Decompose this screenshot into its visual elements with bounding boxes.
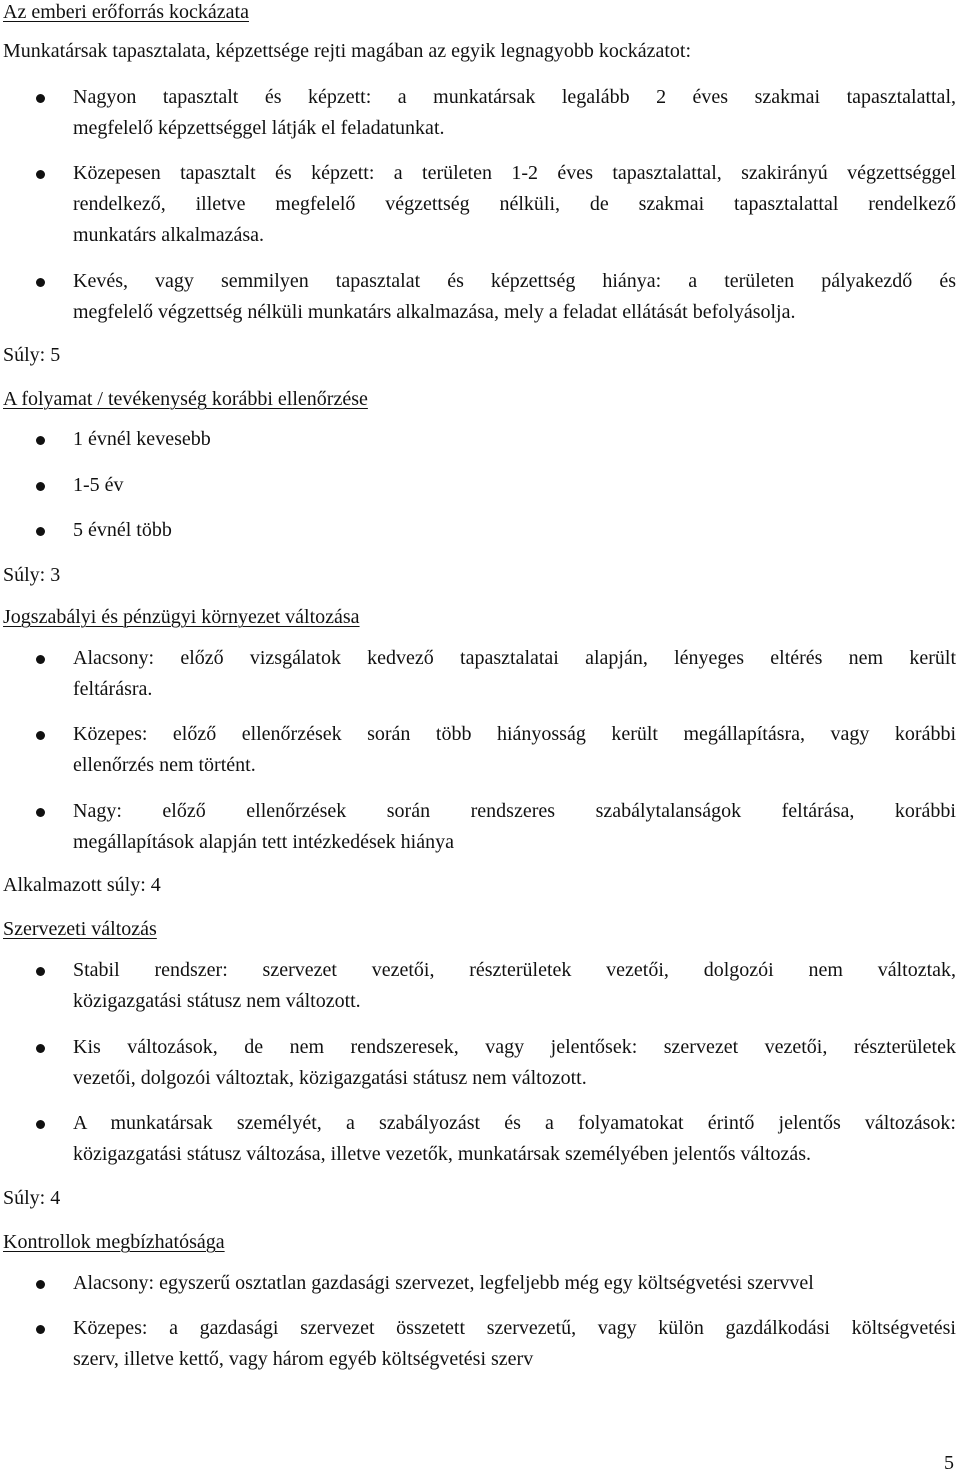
bullet-icon <box>36 967 45 976</box>
weight-label: Súly: 3 <box>3 564 61 586</box>
list-item-line: Közepes: előző ellenőrzések során több hiányosság került megállapításra, vagy korábbi <box>73 723 956 745</box>
list-item-line: A munkatársak személyét, a szabályozást és a folyamatokat érintő jelentős változások: <box>73 1112 956 1134</box>
weight-label: Súly: 4 <box>3 1187 61 1209</box>
list-item-line: Közepes: a gazdasági szervezet összetett szervezetű, vagy külön gazdálkodási költségvetési <box>73 1317 956 1339</box>
section-title-human-resources: Az emberi erőforrás kockázata <box>3 1 249 23</box>
bullet-icon <box>36 482 45 491</box>
bullet-icon <box>36 731 45 740</box>
bullet-icon <box>36 1325 45 1334</box>
list-item-line: munkatárs alkalmazása. <box>73 224 265 246</box>
list-item-line: megfelelő végzettség nélküli munkatárs alkalmazása, mely a feladat ellátását befolyásolja. <box>73 301 796 323</box>
list-item-line: Alacsony: előző vizsgálatok kedvező tapasztalatai alapján, lényeges eltérés nem került <box>73 647 956 669</box>
list-item-line: 1 évnél kevesebb <box>73 428 211 450</box>
bullet-icon <box>36 170 45 179</box>
list-item-line: Alacsony: egyszerű osztatlan gazdasági szervezet, legfeljebb még egy költségvetési szervvel <box>73 1272 814 1294</box>
bullet-icon <box>36 1044 45 1053</box>
section-title-legal-environment: Jogszabályi és pénzügyi környezet változása <box>3 606 360 628</box>
bullet-icon <box>36 436 45 445</box>
list-item-line: megfelelő képzettséggel látják el feladatunkat. <box>73 117 445 139</box>
bullet-icon <box>36 655 45 664</box>
list-item-line: ellenőrzés nem történt. <box>73 754 256 776</box>
section-title-previous-audit: A folyamat / tevékenység korábbi ellenőrzése <box>3 388 368 410</box>
list-item-line: Kis változások, de nem rendszeresek, vagy jelentősek: szervezet vezetői, részterületek <box>73 1036 956 1058</box>
list-item-line: feltárásra. <box>73 678 153 700</box>
list-item-line: rendelkező, illetve megfelelő végzettség nélküli, de szakmai tapasztalattal rendelkező <box>73 193 956 215</box>
bullet-icon <box>36 527 45 536</box>
list-item-line: Kevés, vagy semmilyen tapasztalat és képzettség hiánya: a területen pályakezdő és <box>73 270 956 292</box>
list-item-line: Nagyon tapasztalt és képzett: a munkatársak legalább 2 éves szakmai tapasztalattal, <box>73 86 956 108</box>
bullet-icon <box>36 94 45 103</box>
list-item-line: vezetői, dolgozói változtak, közigazgatási státusz nem változott. <box>73 1067 587 1089</box>
bullet-icon <box>36 1120 45 1129</box>
list-item-line: szerv, illetve kettő, vagy három egyéb költségvetési szerv <box>73 1348 534 1370</box>
list-item-line: Közepesen tapasztalt és képzett: a területen 1-2 éves tapasztalattal, szakirányú végzettséggel <box>73 162 956 184</box>
list-item-line: megállapítások alapján tett intézkedések hiánya <box>73 831 454 853</box>
section-title-control-reliability: Kontrollok megbízhatósága <box>3 1231 225 1253</box>
list-item-line: Nagy: előző ellenőrzések során rendszeres szabálytalanságok feltárása, korábbi <box>73 800 956 822</box>
page-number: 5 <box>944 1452 954 1474</box>
list-item-line: közigazgatási státusz nem változott. <box>73 990 361 1012</box>
weight-label: Alkalmazott súly: 4 <box>3 874 161 896</box>
list-item-line: Stabil rendszer: szervezet vezetői, részterületek vezetői, dolgozói nem változtak, <box>73 959 956 981</box>
list-item-line: közigazgatási státusz változása, illetve vezetők, munkatársak személyében jelentős változás. <box>73 1143 812 1165</box>
bullet-icon <box>36 808 45 817</box>
section-title-organizational-change: Szervezeti változás <box>3 918 157 940</box>
list-item-line: 5 évnél több <box>73 519 172 541</box>
weight-label: Súly: 5 <box>3 344 61 366</box>
section-intro: Munkatársak tapasztalata, képzettsége rejti magában az egyik legnagyobb kockázatot: <box>3 40 692 62</box>
bullet-icon <box>36 1280 45 1289</box>
bullet-icon <box>36 278 45 287</box>
list-item-line: 1-5 év <box>73 474 124 496</box>
